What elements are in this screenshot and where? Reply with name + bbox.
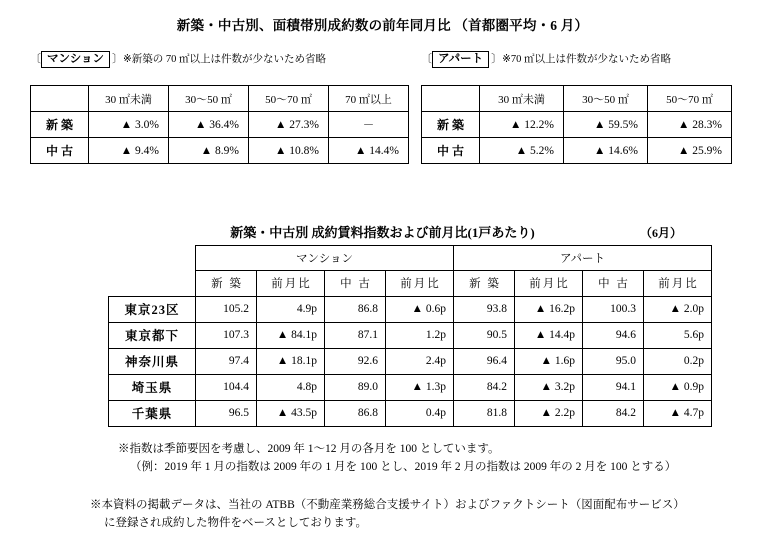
footnote-index-example: （例：2019 年 1 月の指数は 2009 年の 1 月を 100 とし、2019 年 2 月の指数は 2009 年の 2 月を 100 とする） bbox=[130, 461, 677, 473]
cell-value: ▲ 1.3p bbox=[386, 374, 454, 400]
table-row bbox=[109, 322, 712, 348]
table-row bbox=[422, 138, 732, 164]
table-subheader-row bbox=[109, 271, 712, 297]
column-header: 50～70 ㎡ bbox=[648, 86, 732, 112]
cell-value: ▲ 25.9% bbox=[648, 138, 732, 164]
column-header: 70 ㎡以上 bbox=[329, 86, 409, 112]
row-label: 東京都下 bbox=[109, 322, 196, 348]
rent-index-table bbox=[108, 245, 712, 427]
footnote-source-cont: に登録され成約した物件をベースとしております。 bbox=[104, 517, 368, 529]
footnote-source: ※本資料の掲載データは、当社の ATBB（不動産業務総合支援サイト）およびファクトシート（図面配布サービス） bbox=[90, 499, 685, 511]
cell-value: 5.6p bbox=[644, 322, 712, 348]
row-label: 東京23区 bbox=[109, 296, 196, 322]
column-header: 前月比 bbox=[257, 271, 325, 297]
corner-cell bbox=[31, 86, 89, 112]
table-group-header-row bbox=[109, 246, 712, 271]
cell-value: 89.0 bbox=[325, 374, 386, 400]
cell-value: ▲ 4.7p bbox=[644, 400, 712, 426]
cell-value: 86.8 bbox=[325, 296, 386, 322]
table-header-row bbox=[31, 86, 409, 112]
cell-value: 0.4p bbox=[386, 400, 454, 426]
column-header: 中 古 bbox=[583, 271, 644, 297]
row-label: 中古 bbox=[31, 138, 89, 164]
right-section-note: ※70 ㎡以上は件数が少ないため省略 bbox=[502, 54, 672, 65]
column-header: 30 ㎡未満 bbox=[89, 86, 169, 112]
cell-value: ▲ 84.1p bbox=[257, 322, 325, 348]
cell-value: 107.3 bbox=[196, 322, 257, 348]
cell-value: ▲ 3.2p bbox=[515, 374, 583, 400]
cell-value: 87.1 bbox=[325, 322, 386, 348]
left-section-badge: マンション bbox=[41, 51, 110, 68]
row-label: 新築 bbox=[31, 112, 89, 138]
row-label: 新築 bbox=[422, 112, 480, 138]
cell-value: 100.3 bbox=[583, 296, 644, 322]
left-section-caption: 〔 マンション 〕※新築の 70 ㎡以上は件数が少ないため省略 bbox=[30, 50, 326, 66]
page-title: 新築・中古別、面積帯別成約数の前年同月比 （首都圏平均・6 月） bbox=[176, 18, 589, 33]
cell-value: 95.0 bbox=[583, 348, 644, 374]
cell-value: ▲ 0.9p bbox=[644, 374, 712, 400]
cell-value: 94.1 bbox=[583, 374, 644, 400]
table-row bbox=[31, 138, 409, 164]
row-label: 神奈川県 bbox=[109, 348, 196, 374]
cell-value: 93.8 bbox=[454, 296, 515, 322]
cell-value: 94.6 bbox=[583, 322, 644, 348]
cell-value: 4.8p bbox=[257, 374, 325, 400]
column-header: 前月比 bbox=[386, 271, 454, 297]
cell-value: ▲ 14.4% bbox=[329, 138, 409, 164]
cell-value: ▲ 2.0p bbox=[644, 296, 712, 322]
cell-value: 104.4 bbox=[196, 374, 257, 400]
cell-value: ▲ 36.4% bbox=[169, 112, 249, 138]
cell-value: ▲ 5.2% bbox=[480, 138, 564, 164]
cell-value: 84.2 bbox=[454, 374, 515, 400]
cell-value: 84.2 bbox=[583, 400, 644, 426]
cell-value: ▲ 10.8% bbox=[249, 138, 329, 164]
cell-value: 92.6 bbox=[325, 348, 386, 374]
mansion-area-table bbox=[30, 85, 409, 164]
cell-value: ▲ 12.2% bbox=[480, 112, 564, 138]
right-section-caption: 〔 アパート 〕※70 ㎡以上は件数が少ないため省略 bbox=[421, 50, 671, 66]
column-header: 中 古 bbox=[325, 271, 386, 297]
cell-value: ▲ 16.2p bbox=[515, 296, 583, 322]
cell-value: ▲ 18.1p bbox=[257, 348, 325, 374]
cell-value: － bbox=[329, 112, 409, 138]
table-row bbox=[109, 348, 712, 374]
cell-value: 96.5 bbox=[196, 400, 257, 426]
table-row bbox=[109, 374, 712, 400]
right-section-badge: アパート bbox=[432, 51, 489, 68]
cell-value: 105.2 bbox=[196, 296, 257, 322]
column-header: 新 築 bbox=[196, 271, 257, 297]
column-header: 前月比 bbox=[515, 271, 583, 297]
cell-value: ▲ 9.4% bbox=[89, 138, 169, 164]
column-header: 30 ㎡未満 bbox=[480, 86, 564, 112]
apart-area-table bbox=[421, 85, 732, 164]
table-row bbox=[109, 400, 712, 426]
row-label: 中古 bbox=[422, 138, 480, 164]
cell-value: ▲ 27.3% bbox=[249, 112, 329, 138]
table-header-row bbox=[422, 86, 732, 112]
cell-value: ▲ 14.4p bbox=[515, 322, 583, 348]
section-title-rent-index: 新築・中古別 成約賃料指数および前月比(1戸あたり) bbox=[230, 225, 535, 240]
left-section-note: ※新築の 70 ㎡以上は件数が少ないため省略 bbox=[122, 54, 327, 65]
group-header-mansion: マンション bbox=[196, 246, 454, 271]
cell-value: ▲ 0.6p bbox=[386, 296, 454, 322]
table-row bbox=[109, 296, 712, 322]
column-header: 50～70 ㎡ bbox=[249, 86, 329, 112]
table-row bbox=[31, 112, 409, 138]
cell-value: 0.2p bbox=[644, 348, 712, 374]
column-header: 新 築 bbox=[454, 271, 515, 297]
corner-cell bbox=[109, 246, 196, 271]
column-header: 30～50 ㎡ bbox=[169, 86, 249, 112]
table-row bbox=[422, 112, 732, 138]
footnote-index: ※指数は季節要因を考慮し、2009 年 1～12 月の各月を 100 としています。 bbox=[118, 443, 500, 455]
cell-value: ▲ 14.6% bbox=[564, 138, 648, 164]
cell-value: ▲ 8.9% bbox=[169, 138, 249, 164]
cell-value: ▲ 3.0% bbox=[89, 112, 169, 138]
column-header: 30～50 ㎡ bbox=[564, 86, 648, 112]
cell-value: 81.8 bbox=[454, 400, 515, 426]
cell-value: ▲ 59.5% bbox=[564, 112, 648, 138]
corner-cell bbox=[109, 271, 196, 297]
cell-value: 4.9p bbox=[257, 296, 325, 322]
row-label: 埼玉県 bbox=[109, 374, 196, 400]
cell-value: 97.4 bbox=[196, 348, 257, 374]
cell-value: ▲ 2.2p bbox=[515, 400, 583, 426]
corner-cell bbox=[422, 86, 480, 112]
cell-value: 2.4p bbox=[386, 348, 454, 374]
cell-value: 96.4 bbox=[454, 348, 515, 374]
cell-value: ▲ 43.5p bbox=[257, 400, 325, 426]
cell-value: ▲ 28.3% bbox=[648, 112, 732, 138]
cell-value: 86.8 bbox=[325, 400, 386, 426]
row-label: 千葉県 bbox=[109, 400, 196, 426]
group-header-apart: アパート bbox=[454, 246, 712, 271]
column-header: 前月比 bbox=[644, 271, 712, 297]
cell-value: 1.2p bbox=[386, 322, 454, 348]
cell-value: 90.5 bbox=[454, 322, 515, 348]
month-label: （6月） bbox=[640, 226, 683, 240]
cell-value: ▲ 1.6p bbox=[515, 348, 583, 374]
